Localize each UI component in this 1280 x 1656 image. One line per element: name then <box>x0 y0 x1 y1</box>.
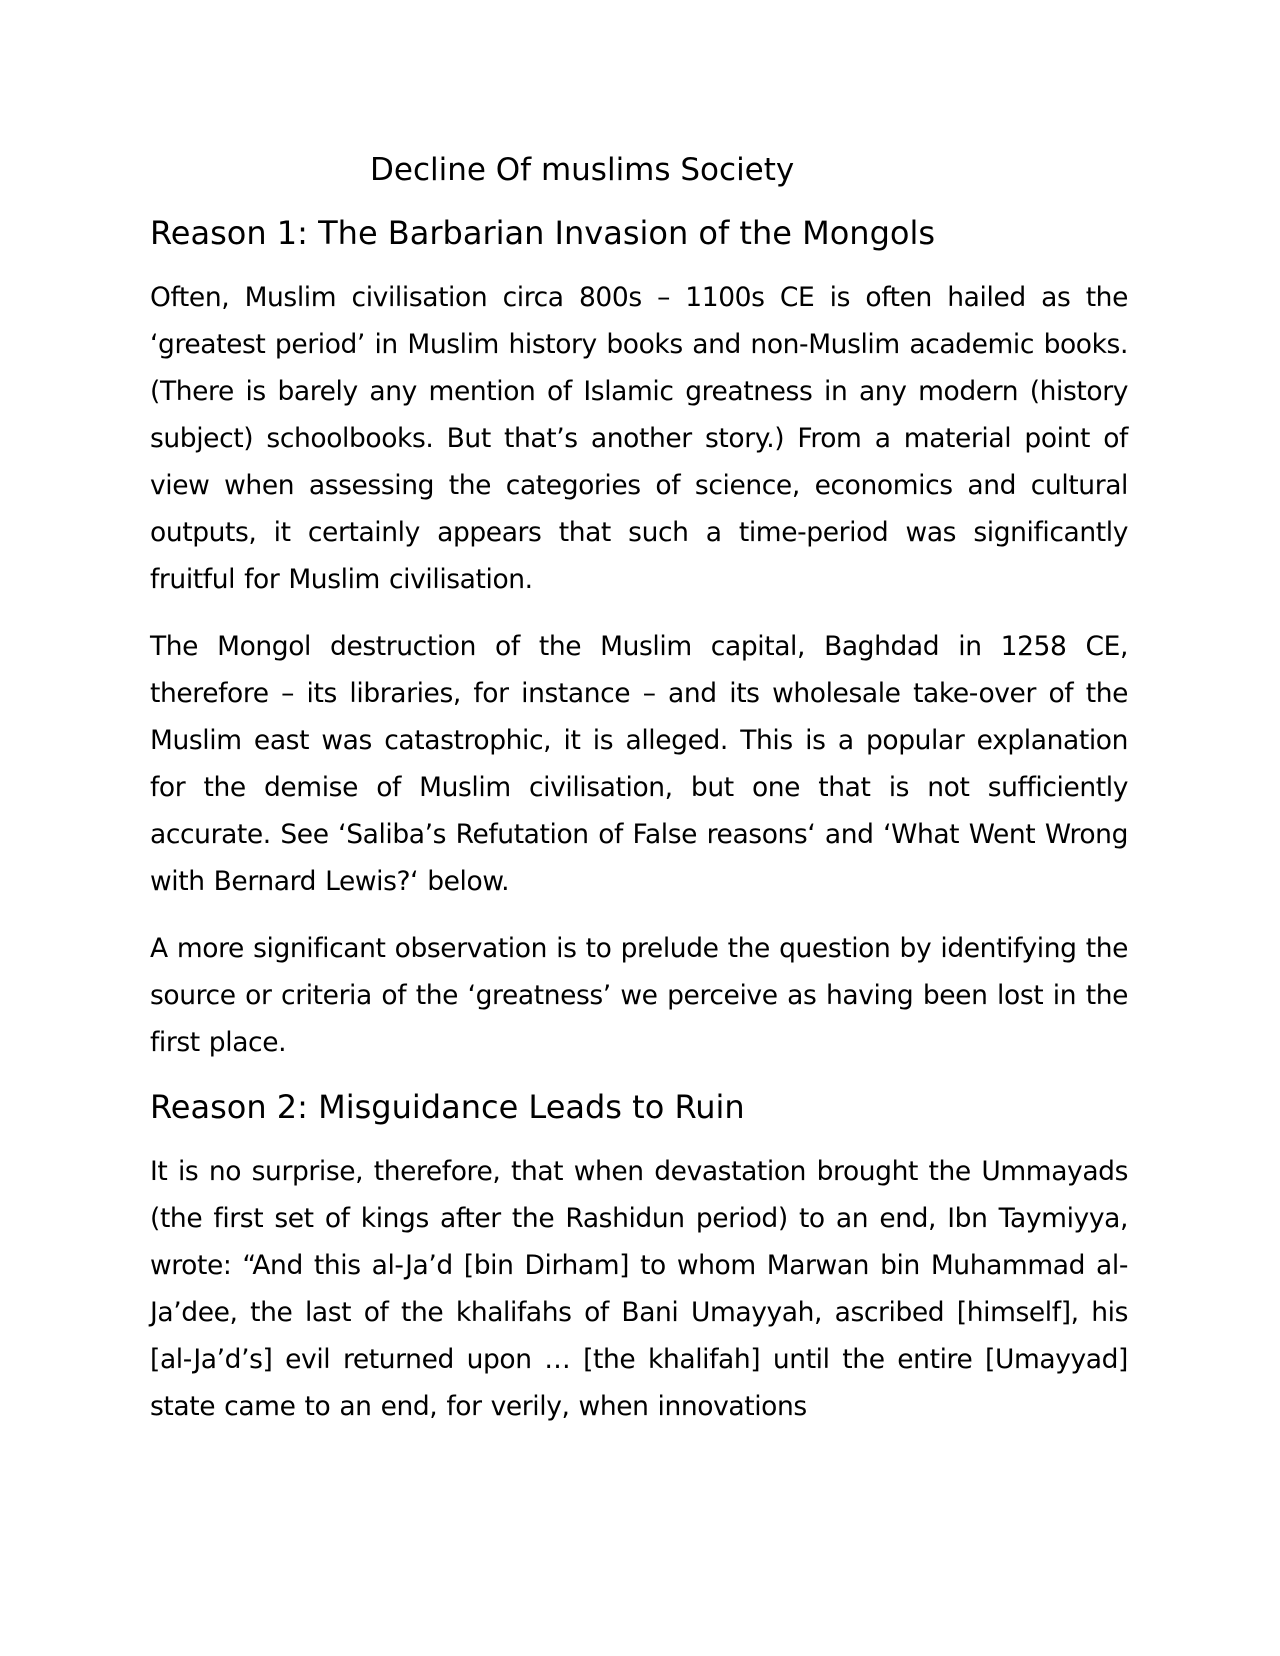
paragraph: Often, Muslim civilisation circa 800s – 1100s CE is often hailed as the ‘greatest period’ in Muslim history books and non-Muslim academic books. (There is barely any mention of Islamic greatness in any modern (history subject) schoolbooks. But that’s another story.) From a material point of view when assessing the categories of science, economics and cultural outputs, it certainly appears that such a time-period was significantly fruitful for Muslim civilisation. <box>150 282 1128 595</box>
section-reason-1 <box>150 212 1128 1066</box>
document-title: Decline Of muslims Society <box>370 152 795 188</box>
section-heading: Reason 1: The Barbarian Invasion of the Mongols <box>150 214 936 252</box>
document-page <box>150 150 1128 1450</box>
section-heading: Reason 2: Misguidance Leads to Ruin <box>150 1088 745 1126</box>
section-reason-2 <box>150 1086 1128 1430</box>
paragraph: A more significant observation is to prelude the question by identifying the source or criteria of the ‘greatness’ we perceive as having been lost in the first place. <box>150 933 1128 1058</box>
paragraph: The Mongol destruction of the Muslim capital, Baghdad in 1258 CE, therefore – its libraries, for instance – and its wholesale take-over of the Muslim east was catastrophic, it is alleged. This is a popular explanation for the demise of Muslim civilisation, but one that is not sufficiently accurate. See ‘Saliba’s Refutation of False reasons‘ and ‘What Went Wrong with Bernard Lewis?‘ below. <box>150 631 1128 897</box>
paragraph: It is no surprise, therefore, that when devastation brought the Ummayads (the first set of kings after the Rashidun period) to an end, Ibn Taymiyya, wrote: “And this al-Ja’d [bin Dirham] to whom Marwan bin Muhammad al-Ja’dee, the last of the khalifahs of Bani Umayyah, ascribed [himself], his [al-Ja’d’s] evil returned upon … [the khalifah] until the entire [Umayyad] state came to an end, for verily, when innovations <box>150 1156 1128 1422</box>
